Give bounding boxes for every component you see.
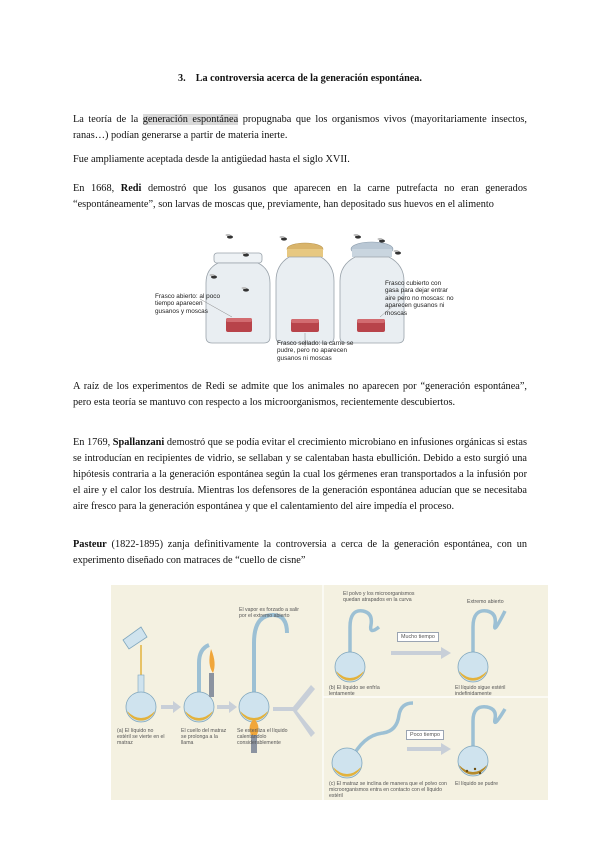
flask-rotten: [458, 707, 505, 776]
section-title-text: La controversia acerca de la generación espontánea.: [195, 73, 422, 84]
label-neck-flame: El cuello del matraz se prolonga a la llama: [181, 728, 227, 746]
text-run: (1822-1895) zanja definitivamente la controversia a cerca de la generación espontánea, con un experimento diseñado con matraces de “cuello de cisne”: [73, 539, 527, 566]
label-step-a: (a) El líquido no estéril se vierte en el matraz: [117, 728, 165, 746]
label-liquid-rots: El líquido se pudre: [455, 781, 498, 787]
text-run: demostró que se podía evitar el crecimiento microbiano en infusiones orgánicas si estas se introducían en recipientes de vidrio, se sellaban y se calentaban hasta ebullición. Debido a esto surgió una hipótesis contraria a la generación espontánea según la cual los gérmenes eran transportados a la infusión por el aire y el calor los destruía. Mientras los defensores de la generación espontánea aducían que se necesitaba aire fresco para la generación espontánea y que el calentamiento del aire impedía el proceso.: [73, 437, 527, 512]
label-steam: El vapor es forzado a salir por el extremo abierto: [239, 607, 299, 619]
label-short-time: Poco tiempo: [406, 730, 444, 740]
flask-cooling: [335, 611, 379, 682]
text-run: propugnaba que los organismos vivos (mayoritariamente insectos, ranas…) podían generarse a partir de materia inerte.: [73, 114, 527, 141]
section-title: [0, 73, 600, 84]
highlighted-term: generación espontánea: [142, 114, 239, 125]
paragraph-spallanzani: [73, 435, 527, 515]
label-long-time: Mucho tiempo: [397, 632, 439, 642]
arrow-short-time: [407, 743, 451, 755]
name-pasteur: Pasteur: [73, 539, 107, 550]
section-number: 3.: [178, 73, 186, 84]
flask-sterile: [458, 611, 505, 682]
label-gauze-jar: Frasco cubierto con gasa para dejar entrar aire pero no moscas: no aparecen gusanos ni moscas: [385, 280, 454, 317]
label-step-b: (b) El líquido se enfría lentamente: [329, 685, 380, 697]
label-open-jar: Frasco abierto: al poco tiempo aparecen gusanos y moscas: [155, 293, 221, 315]
figure-redi-experiment: [150, 225, 454, 365]
label-sterilize: Se esteriliza el líquido calentándolo considerablemente: [237, 728, 288, 746]
flask-pouring: [123, 627, 156, 722]
text-run: En 1668,: [73, 183, 121, 194]
text-run: En 1769,: [73, 437, 113, 448]
label-sterile-indefinitely: El líquido sigue estéril indefinidamente: [455, 685, 506, 697]
name-spallanzani: Spallanzani: [112, 437, 165, 448]
flask-tilted: [332, 703, 413, 778]
label-step-c: (c) El matraz se inclina de manera que el polvo con microorganismos entra en contacto con el líquido estéril: [329, 781, 447, 799]
arrow-long-time: [391, 647, 451, 659]
paragraph-acceptance: Fue ampliamente aceptada desde la antigüedad hasta el siglo XVII.: [73, 154, 350, 165]
figure-pasteur-experiment: [111, 585, 548, 800]
text-run: La teoría de la: [73, 114, 143, 125]
paragraph-microorganisms: A raíz de los experimentos de Redi se admite que los animales no aparecen por “generación espontánea”, pero esta teoría se mantuvo con respecto a los microorganismos, recientemente descubiertos.: [73, 381, 527, 408]
text-run: demostró que los gusanos que aparecen en la carne putrefacta no eran generados “espontáneamente”, son larvas de moscas que, previamente, han depositado sus huevos en el alimento: [73, 183, 527, 210]
flask-neck-heated: [184, 645, 215, 722]
paragraph-pasteur: [73, 537, 527, 569]
label-dust-trapped: El polvo y los microorganismos quedan atrapados en la curva: [343, 591, 415, 603]
paragraph-redi: [73, 181, 527, 213]
name-redi: Redi: [120, 183, 142, 194]
sealed-jar: [276, 243, 334, 343]
label-open-end: Extremo abierto: [467, 599, 504, 605]
label-sealed-jar: Frasco sellado: la carne se pudre, pero no aparecen gusanos ni moscas: [277, 340, 354, 362]
paragraph-definition: [73, 112, 527, 144]
